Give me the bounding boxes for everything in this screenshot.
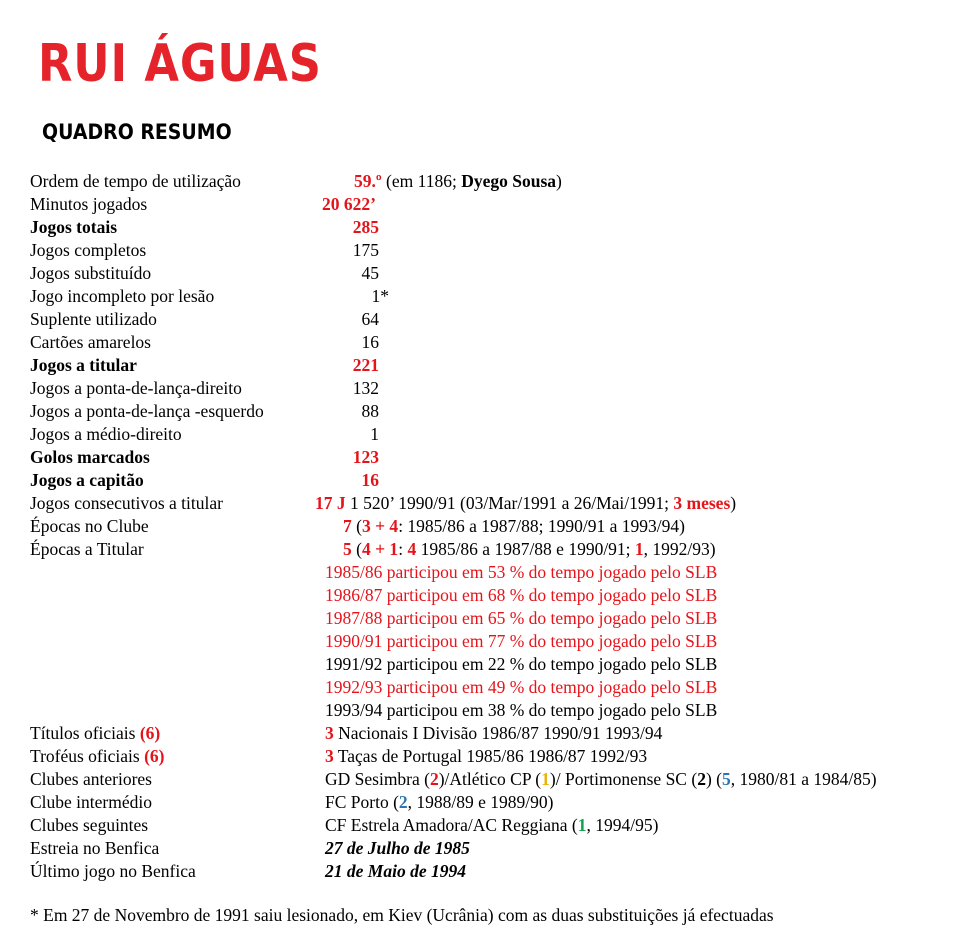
row-ultimo: [0, 860, 963, 883]
row-jogos-substituido: [0, 262, 963, 285]
row-jogos-totais: [0, 216, 963, 239]
label-jogos-totais: Jogos totais: [30, 217, 118, 237]
label-epocas-titular: Épocas a Titular: [30, 539, 144, 559]
label-jogos-substituido: Jogos substituído: [30, 263, 152, 283]
row-clubes-anteriores: [0, 768, 963, 791]
label-cartoes: Cartões amarelos: [30, 332, 151, 352]
row-jogos-completos: [0, 239, 963, 262]
season-text: 1985/86 participou em 53 % do tempo jogado pelo SLB: [325, 562, 718, 582]
row-pl-esquerdo: [0, 400, 963, 423]
value-minutos: 20 622’: [322, 194, 376, 214]
season-text: 1987/88 participou em 65 % do tempo jogado pelo SLB: [325, 608, 718, 628]
value-jogos-completos: 175: [352, 240, 379, 260]
value-estreia: 27 de Julho de 1985: [325, 838, 470, 858]
label-clubes-seguintes: Clubes seguintes: [30, 815, 149, 835]
value-ultimo: 21 de Maio de 1994: [325, 861, 466, 881]
label-pl-direito: Jogos a ponta-de-lança-direito: [30, 378, 242, 398]
value-consecutivos: 17 J 1 520’ 1990/91 (03/Mar/1991 a 26/Mai/1991; 3 meses): [315, 493, 737, 513]
value-suplente: 64: [361, 309, 379, 329]
value-epocas-titular: 5 (4 + 1: 4 1985/86 a 1987/88 e 1990/91; 1, 1992/93): [343, 539, 716, 559]
value-titulos: 3 Nacionais I Divisão 1986/87 1990/91 1993/94: [325, 723, 663, 743]
trofeus-count: (6): [144, 746, 165, 766]
label-pl-esquerdo: Jogos a ponta-de-lança -esquerdo: [30, 401, 264, 421]
titulos-count: (6): [139, 723, 161, 743]
season-line: [0, 607, 963, 630]
value-jogos-totais: 285: [352, 217, 379, 237]
row-medio-direito: [0, 423, 963, 446]
value-jogos-substituido: 45: [361, 263, 379, 283]
value-epocas-clube: 7 (3 + 4: 1985/86 a 1987/88; 1990/91 a 1993/94): [343, 516, 685, 536]
season-text: 1993/94 participou em 38 % do tempo jogado pelo SLB: [325, 700, 718, 720]
row-jogo-incompleto: [0, 285, 963, 308]
season-line: [0, 676, 963, 699]
season-text: 1986/87 participou em 68 % do tempo jogado pelo SLB: [325, 585, 718, 605]
row-pl-direito: [0, 377, 963, 400]
value-jogos-titular: 221: [352, 355, 379, 375]
label-consecutivos: Jogos consecutivos a titular: [30, 493, 223, 513]
row-epocas-titular: [0, 538, 963, 561]
season-line: [0, 699, 963, 722]
season-line: [0, 653, 963, 676]
label-golos: Golos marcados: [30, 447, 150, 467]
footnote: * Em 27 de Novembro de 1991 saiu lesionado, em Kiev (Ucrânia) com as duas substituições já efectuadas: [30, 905, 774, 925]
value-clubes-seguintes: CF Estrela Amadora/AC Reggiana (1, 1994/95): [325, 815, 659, 835]
row-capitao: [0, 469, 963, 492]
value-clubes-anteriores: GD Sesimbra (2)/Atlético CP (1)/ Portimonense SC (2) (5, 1980/81 a 1984/85): [325, 769, 877, 789]
label-clubes-anteriores: Clubes anteriores: [30, 769, 152, 789]
label-estreia: Estreia no Benfica: [30, 838, 160, 858]
label-clube-intermedio: Clube intermédio: [30, 792, 152, 812]
row-cartoes: [0, 331, 963, 354]
value-cartoes: 16: [361, 332, 379, 352]
label-minutos: Minutos jogados: [30, 194, 148, 214]
value-pl-direito: 132: [352, 378, 379, 398]
label-suplente: Suplente utilizado: [30, 309, 157, 329]
label-epocas-clube: Épocas no Clube: [30, 516, 149, 536]
row-clube-intermedio: [0, 791, 963, 814]
row-suplente: [0, 308, 963, 331]
label-trofeus: Troféus oficiais (6): [30, 746, 165, 766]
season-line: [0, 630, 963, 653]
value-medio-direito: 1: [370, 424, 379, 444]
season-text: 1990/91 participou em 77 % do tempo jogado pelo SLB: [325, 631, 718, 651]
player-name: Dyego Sousa: [461, 171, 557, 191]
label-jogos-titular: Jogos a titular: [30, 355, 137, 375]
page-title: RUI ÁGUAS: [38, 34, 322, 94]
label-medio-direito: Jogos a médio-direito: [30, 424, 182, 444]
row-epocas-clube: [0, 515, 963, 538]
value-capitao: 16: [361, 470, 379, 490]
value-golos: 123: [352, 447, 379, 467]
label-capitao: Jogos a capitão: [30, 470, 144, 490]
season-line: [0, 584, 963, 607]
page-subtitle: QUADRO RESUMO: [42, 120, 232, 144]
row-golos: [0, 446, 963, 469]
row-titulos: [0, 722, 963, 745]
row-trofeus: [0, 745, 963, 768]
value-ordem: 59.º (em 1186; Dyego Sousa): [354, 171, 562, 191]
label-ordem: Ordem de tempo de utilização: [30, 171, 241, 191]
value-trofeus: 3 Taças de Portugal 1985/86 1986/87 1992/93: [325, 746, 648, 766]
value-pl-esquerdo: 88: [361, 401, 379, 421]
value-jogo-incompleto: 1*: [371, 286, 389, 306]
season-text: 1992/93 participou em 49 % do tempo jogado pelo SLB: [325, 677, 718, 697]
label-titulos: Títulos oficiais (6): [30, 723, 161, 743]
label-jogos-completos: Jogos completos: [30, 240, 147, 260]
value-clube-intermedio: FC Porto (2, 1988/89 e 1989/90): [325, 792, 554, 812]
row-estreia: [0, 837, 963, 860]
row-jogos-titular: [0, 354, 963, 377]
row-clubes-seguintes: [0, 814, 963, 837]
label-jogo-incompleto: Jogo incompleto por lesão: [30, 286, 215, 306]
label-ultimo: Último jogo no Benfica: [30, 861, 196, 881]
season-text: 1991/92 participou em 22 % do tempo jogado pelo SLB: [325, 654, 718, 674]
row-consecutivos: [0, 492, 963, 515]
row-minutos: [0, 193, 963, 216]
row-ordem: [0, 170, 963, 193]
season-line: [0, 561, 963, 584]
